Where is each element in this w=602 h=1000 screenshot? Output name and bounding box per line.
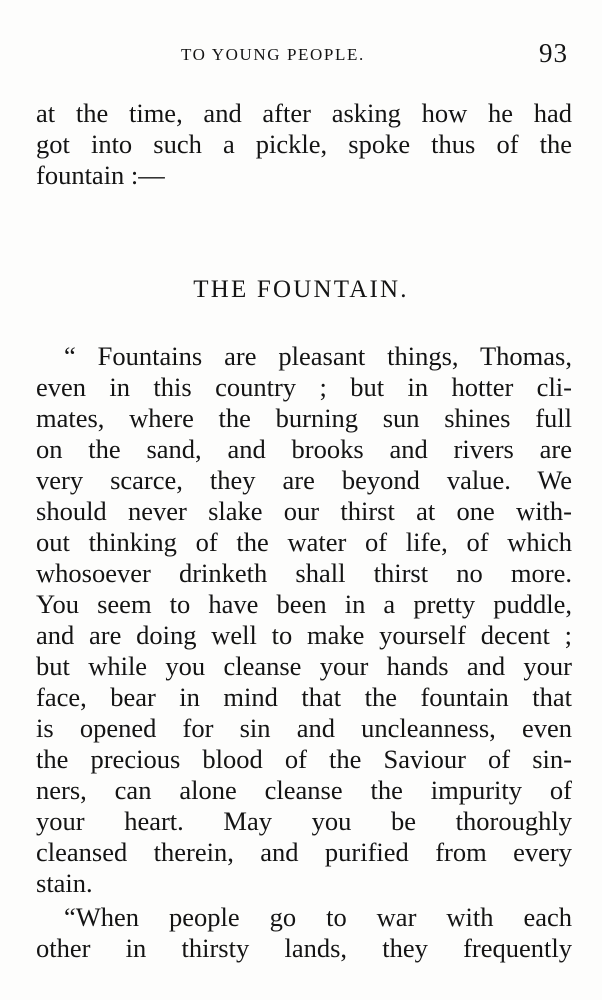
text-line: stain.	[36, 868, 93, 898]
text-line: mates, where the burning sun shines full	[36, 403, 572, 433]
text-line: whosoever drinketh shall thirst no more.	[36, 558, 572, 588]
text-line: and are doing well to make yourself decent ;	[36, 620, 572, 650]
text-line: very scarce, they are beyond value. We	[36, 465, 572, 495]
text-line: “ Fountains are pleasant things, Thomas,	[64, 341, 572, 371]
text-line: got into such a pickle, spoke thus of the	[36, 129, 572, 159]
text-line: your heart. May you be thoroughly	[36, 806, 572, 836]
text-line: face, bear in mind that the fountain that	[36, 682, 572, 712]
text-line: even in this country ; but in hotter cli-	[36, 372, 572, 402]
section-title: THE FOUNTAIN.	[193, 276, 409, 303]
text-line: is opened for sin and uncleanness, even	[36, 713, 572, 743]
text-line: should never slake our thirst at one with-	[36, 496, 572, 526]
text-line: other in thirsty lands, they frequently	[36, 933, 572, 963]
text-line: on the sand, and brooks and rivers are	[36, 434, 572, 464]
text-line: but while you cleanse your hands and your	[36, 651, 572, 681]
text-line: at the time, and after asking how he had	[36, 98, 572, 128]
text-line: cleansed therein, and purified from every	[36, 837, 572, 867]
text-line: ners, can alone cleanse the impurity of	[36, 775, 572, 805]
page-number: 93	[539, 38, 568, 68]
text-line: the precious blood of the Saviour of sin-	[36, 744, 572, 774]
running-head: TO YOUNG PEOPLE.	[181, 45, 365, 64]
text-line: fountain :—	[36, 160, 165, 190]
text-line: You seem to have been in a pretty puddle,	[36, 589, 572, 619]
text-line: out thinking of the water of life, of which	[36, 527, 572, 557]
text-line: “When people go to war with each	[64, 902, 572, 932]
